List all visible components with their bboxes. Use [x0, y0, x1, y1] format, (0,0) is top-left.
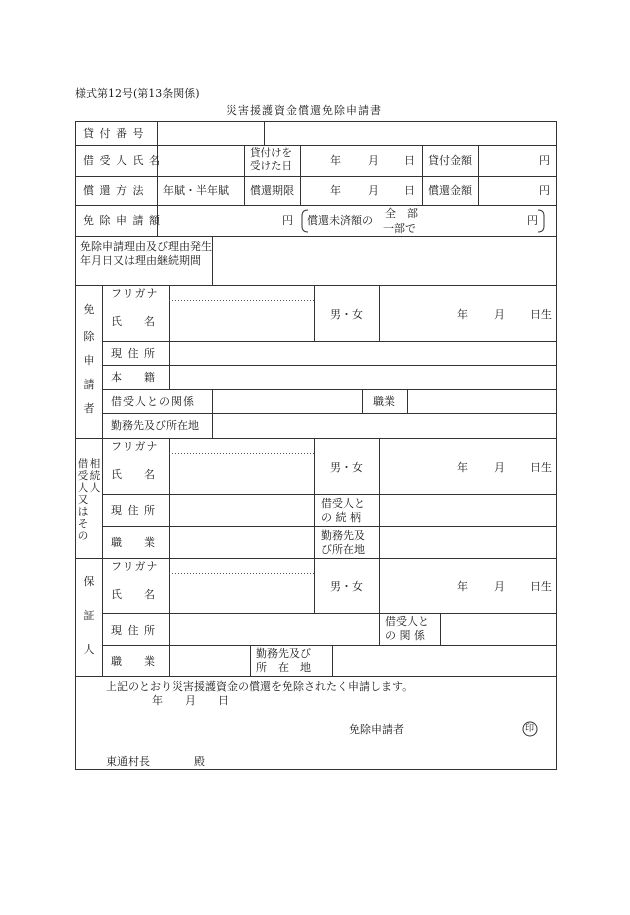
guarantor-name-label: 氏 名 [111, 588, 155, 601]
guarantor-workplace-label-1: 勤務先及び [256, 647, 311, 660]
unpaid-all-option[interactable]: 全 部 [385, 207, 418, 220]
exemption-amount-field[interactable] [158, 206, 278, 236]
loan-amount-label: 貸付金額 [428, 154, 472, 167]
guarantor-relation-label-1: 借受人と [385, 615, 429, 628]
applicant-birth-month: 月 [494, 308, 505, 321]
loan-number-label: 貸 付 番 号 [83, 127, 145, 140]
applicant-group-label-4: 請 [83, 378, 95, 391]
guarantor-furigana-label: フリガナ [111, 560, 159, 573]
guarantor-group-label-3: 人 [83, 643, 95, 656]
loan-amount-yen: 円 [539, 154, 550, 167]
unpaid-yen: 円 [527, 214, 538, 227]
loan-year-label: 年 [330, 154, 341, 167]
applicant-signature-label: 免除申請者 [349, 723, 404, 736]
heir-furigana-label: フリガナ [111, 440, 159, 453]
unpaid-label: 償還未済額の [307, 214, 373, 227]
guarantor-relation-label-2: の 関 係 [385, 629, 425, 642]
applicant-workplace-label: 勤務先及び所在地 [111, 419, 199, 432]
reason-label: 免除申請理由及び理由発生年月日又は理由継続期間 [80, 240, 212, 267]
guarantor-birth-day: 日生 [530, 580, 552, 593]
heir-gender[interactable]: 男・女 [330, 461, 363, 474]
applicant-address-label: 現 住 所 [111, 347, 156, 360]
heir-address-label: 現 住 所 [111, 504, 156, 517]
guarantor-address-label: 現 住 所 [111, 624, 156, 637]
applicant-group-label-1: 免 [83, 303, 95, 316]
guarantor-birth-year: 年 [457, 580, 468, 593]
application-statement: 上記のとおり災害援護資金の償還を免除されたく申請します。 [106, 680, 414, 693]
deadline-month-label: 月 [368, 184, 379, 197]
applicant-name-field[interactable] [170, 286, 314, 341]
loan-month-label: 月 [368, 154, 379, 167]
guarantor-group-label-1: 保 [83, 575, 95, 588]
repayment-method-label: 償 還 方 法 [83, 184, 145, 197]
guarantor-name-field[interactable] [170, 559, 314, 613]
repayment-amount-yen: 円 [539, 184, 550, 197]
guarantor-birth-month: 月 [494, 580, 505, 593]
exemption-amount-yen: 円 [282, 214, 293, 227]
loan-day-label: 日 [404, 154, 415, 167]
applicant-occupation-label: 職業 [373, 395, 395, 408]
seal-mark: 印 [525, 724, 535, 734]
heir-birth-month: 月 [494, 461, 505, 474]
guarantor-occupation-label: 職 業 [111, 655, 155, 668]
heir-workplace-label-1: 勤務先及 [321, 529, 365, 542]
unpaid-part-option[interactable]: 一部で [383, 222, 416, 235]
reason-field[interactable] [213, 237, 556, 285]
repayment-amount-label: 償還金額 [428, 184, 472, 197]
addressee: 東通村長 殿 [106, 755, 205, 768]
form-number: 様式第12号(第13条関係) [75, 87, 200, 100]
applicant-domicile-label: 本 籍 [111, 371, 155, 384]
heir-relation-label-1: 借受人と [321, 497, 365, 510]
applicant-furigana-label: フリガナ [111, 287, 159, 300]
heir-birth-day: 日生 [530, 461, 552, 474]
deadline-year-label: 年 [330, 184, 341, 197]
loan-number-field[interactable] [158, 122, 264, 145]
form-title: 災害援護資金償還免除申請書 [226, 104, 382, 117]
heir-relation-label-2: の 続 柄 [321, 511, 361, 524]
applicant-name-label: 氏 名 [111, 315, 155, 328]
applicant-birth-year: 年 [457, 308, 468, 321]
guarantor-gender[interactable]: 男・女 [330, 580, 363, 593]
repayment-method-value: 年賦・半年賦 [163, 184, 229, 197]
applicant-birth-day: 日生 [530, 308, 552, 321]
applicant-gender[interactable]: 男・女 [330, 308, 363, 321]
application-date: 年 月 日 [152, 694, 229, 707]
heir-name-label: 氏 名 [111, 468, 155, 481]
guarantor-group-label-2: 証 [83, 609, 95, 622]
applicant-group-label-5: 者 [83, 402, 95, 415]
loan-date-label-1: 貸付けを [250, 147, 292, 159]
guarantor-workplace-label-2: 所 在 地 [256, 661, 311, 674]
heir-name-field[interactable] [170, 439, 314, 494]
repayment-deadline-label: 償還期限 [250, 184, 294, 197]
deadline-day-label: 日 [404, 184, 415, 197]
applicant-group-label-3: 申 [83, 354, 95, 367]
borrower-name-field[interactable] [158, 146, 244, 176]
heir-birth-year: 年 [457, 461, 468, 474]
heir-group-label-col1: 借 受 人 又 は そ の [77, 458, 89, 542]
exemption-amount-label: 免 除 申 請 額 [83, 214, 161, 227]
borrower-name-label: 借 受 人 氏 名 [83, 154, 161, 167]
applicant-group-label-2: 除 [83, 330, 95, 343]
heir-occupation-label: 職 業 [111, 536, 155, 549]
loan-date-label-2: 受けた日 [250, 160, 292, 172]
heir-group-label-col2: 相 続 人 [89, 458, 101, 494]
applicant-relation-label: 借受人との関係 [111, 395, 195, 408]
heir-workplace-label-2: び所在地 [321, 543, 365, 556]
